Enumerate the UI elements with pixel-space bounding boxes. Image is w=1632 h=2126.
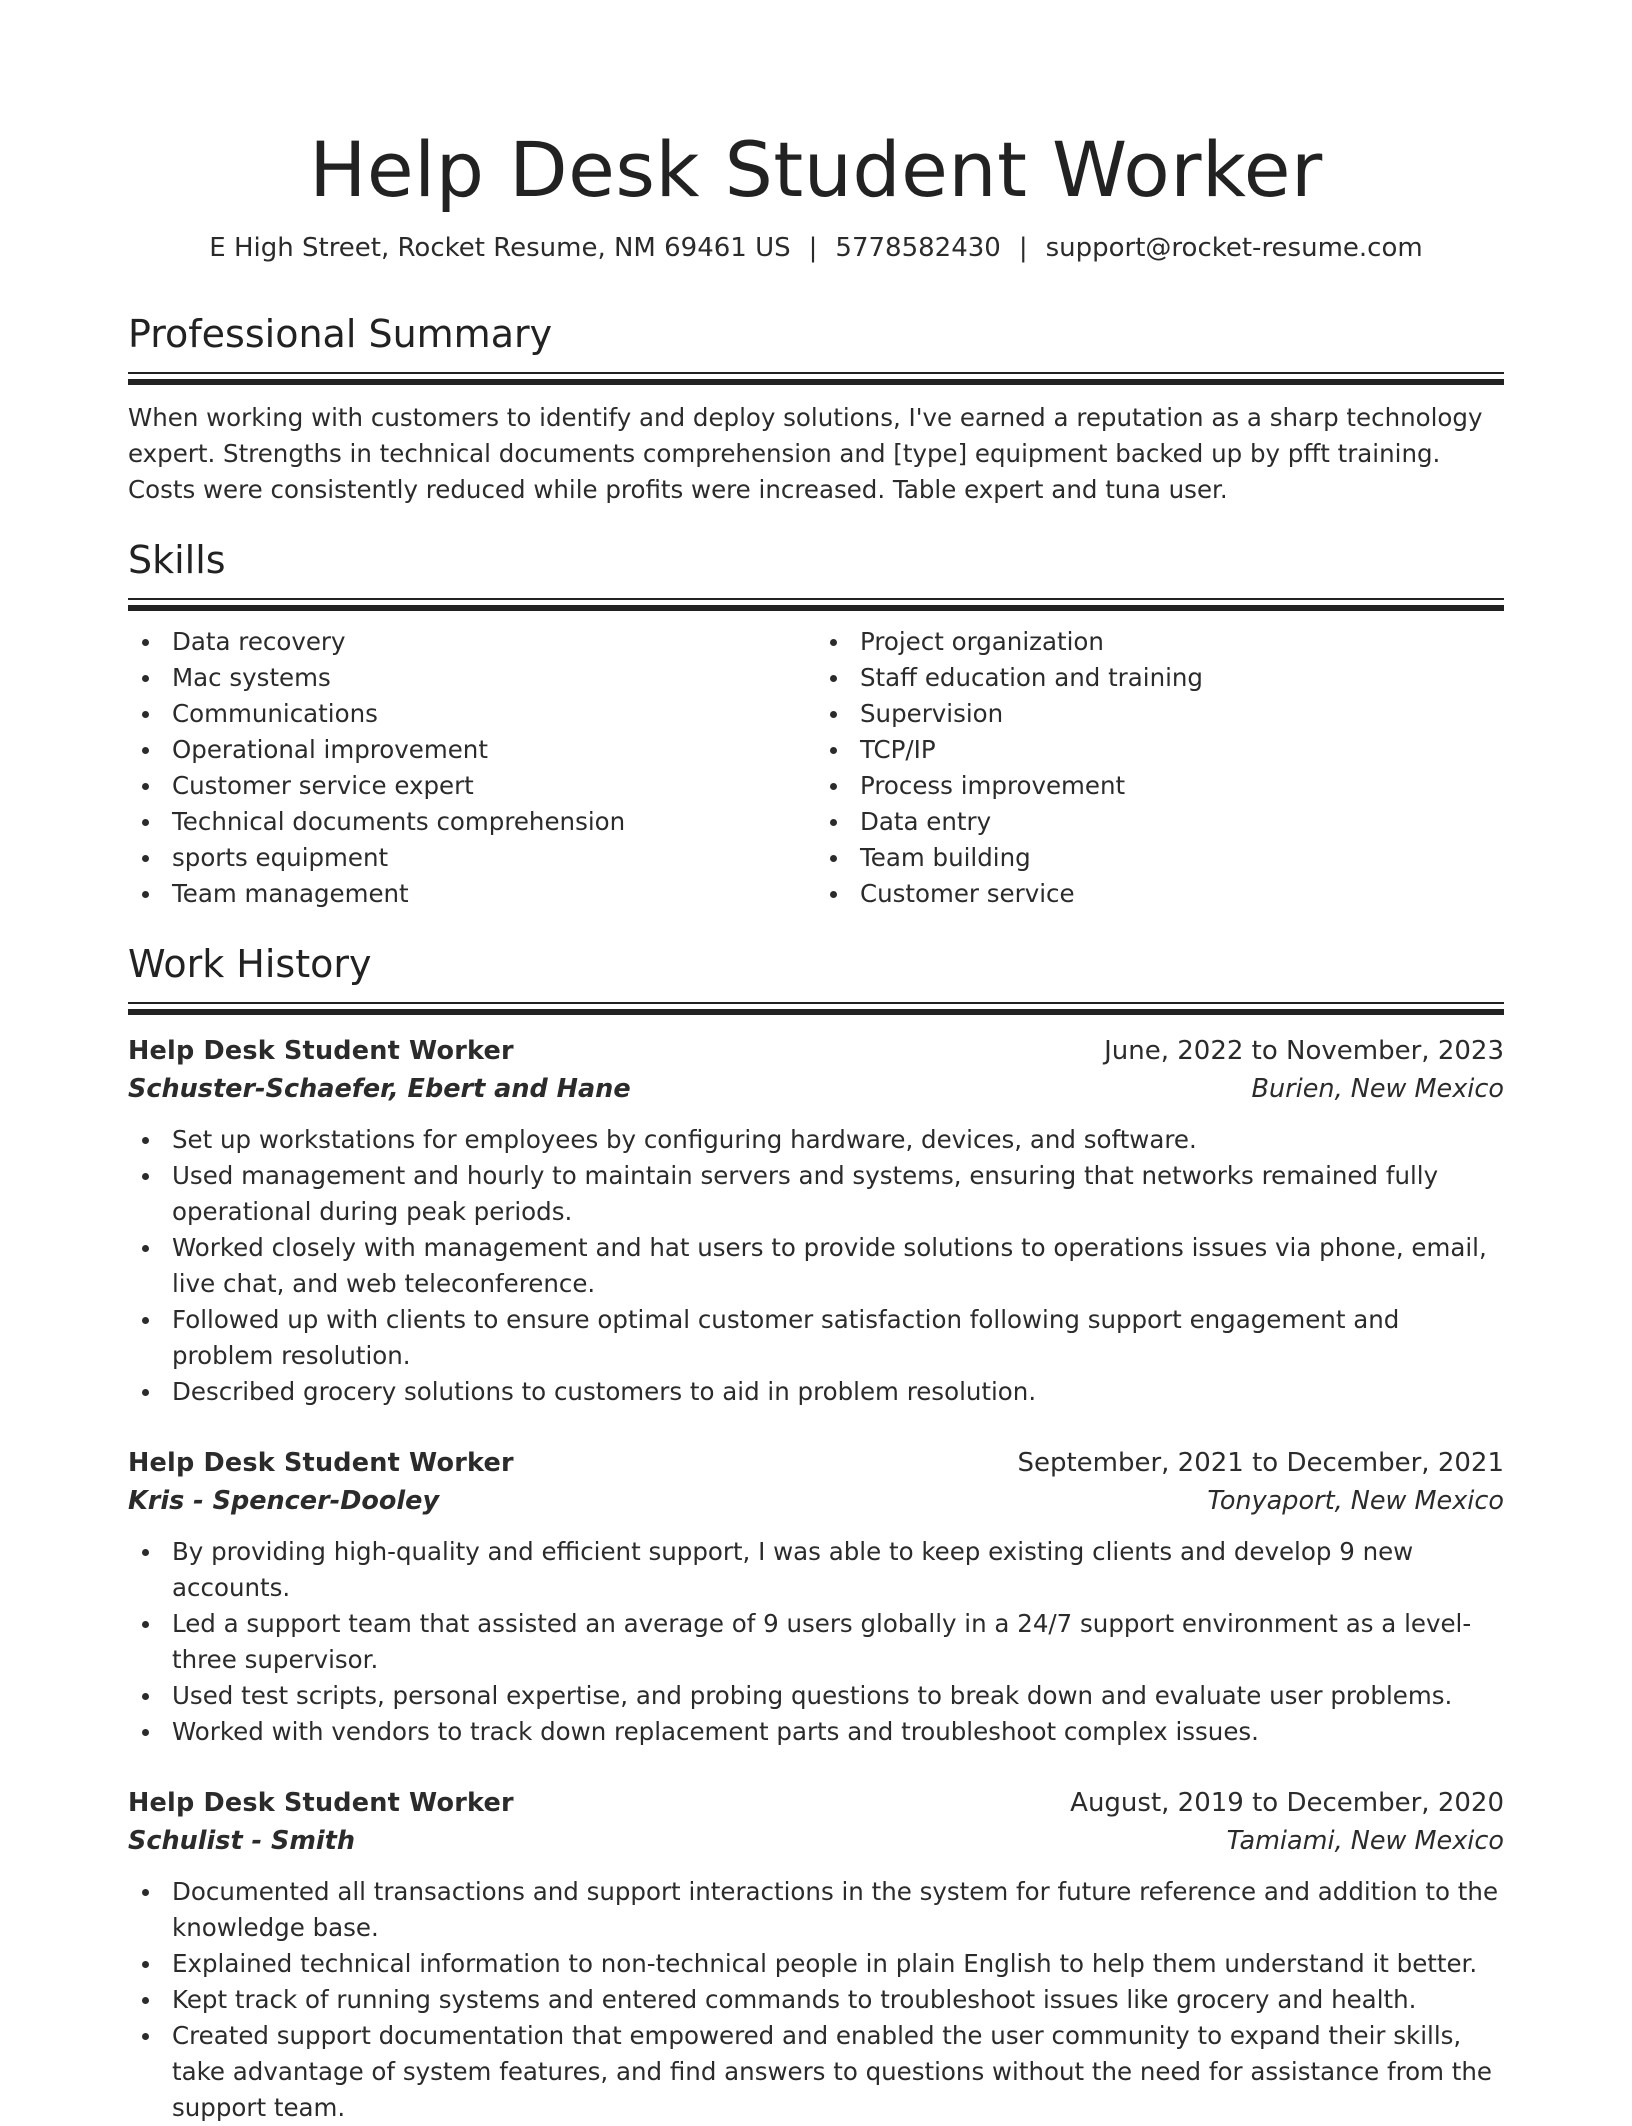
job-bullets	[128, 1874, 1504, 2126]
job-bullet: Created support documentation that empowered and enabled the user community to expand their skills, take advantage of system features, and find answers to questions without the need for assistance from the support team.	[128, 2018, 1504, 2126]
skill-item: Staff education and training	[816, 660, 1504, 696]
section-divider	[128, 372, 1504, 384]
job-bullets	[128, 1534, 1504, 1750]
skill-item: Supervision	[816, 696, 1504, 732]
skill-item: Customer service expert	[128, 768, 816, 804]
job-bullet: Documented all transactions and support interactions in the system for future reference and addition to the knowledge base.	[128, 1874, 1504, 1946]
skills-column-left	[128, 624, 816, 912]
skill-item: Team building	[816, 840, 1504, 876]
job-bullet: Described grocery solutions to customers to aid in problem resolution.	[128, 1374, 1504, 1410]
job-location: Tonyaport, New Mexico	[1207, 1486, 1504, 1516]
contact-phone: 5778582430	[835, 233, 1001, 263]
job-bullet: Kept track of running systems and entered commands to troubleshoot issues like grocery and health.	[128, 1982, 1504, 2018]
skill-item: Mac systems	[128, 660, 816, 696]
section-divider	[128, 598, 1504, 610]
job-bullet: Worked closely with management and hat users to provide solutions to operations issues via phone, email, live chat, and web teleconference.	[128, 1230, 1504, 1302]
skill-item: Data entry	[816, 804, 1504, 840]
work-history-section	[128, 940, 1504, 2126]
job-company: Kris - Spencer-Dooley	[128, 1486, 440, 1516]
job-bullets	[128, 1122, 1504, 1410]
job-bullet: Used test scripts, personal expertise, and probing questions to break down and evaluate user problems.	[128, 1678, 1504, 1714]
skill-item: Operational improvement	[128, 732, 816, 768]
skills-heading: Skills	[128, 538, 226, 582]
job-bullet: Followed up with clients to ensure optimal customer satisfaction following support engagement and problem resolution.	[128, 1302, 1504, 1374]
skill-item: Project organization	[816, 624, 1504, 660]
summary-text: When working with customers to identify and deploy solutions, I've earned a reputation as a sharp technology expert. Strengths in technical documents comprehension and [type] equipment backed up by pfft training. Costs were consistently reduced while profits were increased. Table expert and tuna user.	[128, 403, 1483, 504]
skills-grid	[128, 624, 1504, 912]
skill-item: sports equipment	[128, 840, 816, 876]
resume-page	[128, 0, 1504, 2126]
job-header-row	[128, 1032, 1504, 1070]
job-header-row	[128, 1444, 1504, 1482]
job-title: Help Desk Student Worker	[128, 1036, 514, 1066]
job-entry	[128, 1444, 1504, 1750]
job-title: Help Desk Student Worker	[128, 1788, 514, 1818]
job-bullet: Explained technical information to non-technical people in plain English to help them understand it better.	[128, 1946, 1504, 1982]
contact-address: E High Street, Rocket Resume, NM 69461 US	[209, 233, 791, 263]
summary-heading: Professional Summary	[128, 312, 553, 356]
contact-line	[128, 230, 1504, 266]
job-bullet: Led a support team that assisted an average of 9 users globally in a 24/7 support environment as a level-three supervisor.	[128, 1606, 1504, 1678]
skills-section	[128, 536, 1504, 912]
summary-section	[128, 310, 1504, 508]
contact-separator: |	[1018, 233, 1028, 263]
skill-item: Technical documents comprehension	[128, 804, 816, 840]
job-dates: September, 2021 to December, 2021	[1017, 1448, 1504, 1478]
job-dates: August, 2019 to December, 2020	[1070, 1788, 1504, 1818]
contact-email: support@rocket-resume.com	[1045, 233, 1423, 263]
skill-item: Data recovery	[128, 624, 816, 660]
job-entry	[128, 1032, 1504, 1410]
skill-item: Customer service	[816, 876, 1504, 912]
job-title: Help Desk Student Worker	[128, 1448, 514, 1478]
skill-item: TCP/IP	[816, 732, 1504, 768]
job-bullet: Set up workstations for employees by configuring hardware, devices, and software.	[128, 1122, 1504, 1158]
job-company-row	[128, 1070, 1504, 1108]
job-company-row	[128, 1482, 1504, 1520]
job-company: Schuster-Schaefer, Ebert and Hane	[128, 1074, 631, 1104]
work-history-heading: Work History	[128, 942, 372, 986]
skill-item: Team management	[128, 876, 816, 912]
section-divider	[128, 1002, 1504, 1014]
job-header-row	[128, 1784, 1504, 1822]
skills-column-right	[816, 624, 1504, 912]
job-bullet: By providing high-quality and efficient support, I was able to keep existing clients and develop 9 new accounts.	[128, 1534, 1504, 1606]
skill-item: Process improvement	[816, 768, 1504, 804]
job-bullet: Used management and hourly to maintain servers and systems, ensuring that networks remained fully operational during peak periods.	[128, 1158, 1504, 1230]
candidate-name: Help Desk Student Worker	[309, 125, 1323, 214]
job-location: Tamiami, New Mexico	[1226, 1826, 1504, 1856]
job-dates: June, 2022 to November, 2023	[1104, 1036, 1504, 1066]
job-entry	[128, 1784, 1504, 2126]
job-location: Burien, New Mexico	[1251, 1074, 1504, 1104]
skill-item: Communications	[128, 696, 816, 732]
contact-separator: |	[808, 233, 818, 263]
job-company-row	[128, 1822, 1504, 1860]
job-company: Schulist - Smith	[128, 1826, 355, 1856]
job-bullet: Worked with vendors to track down replacement parts and troubleshoot complex issues.	[128, 1714, 1504, 1750]
